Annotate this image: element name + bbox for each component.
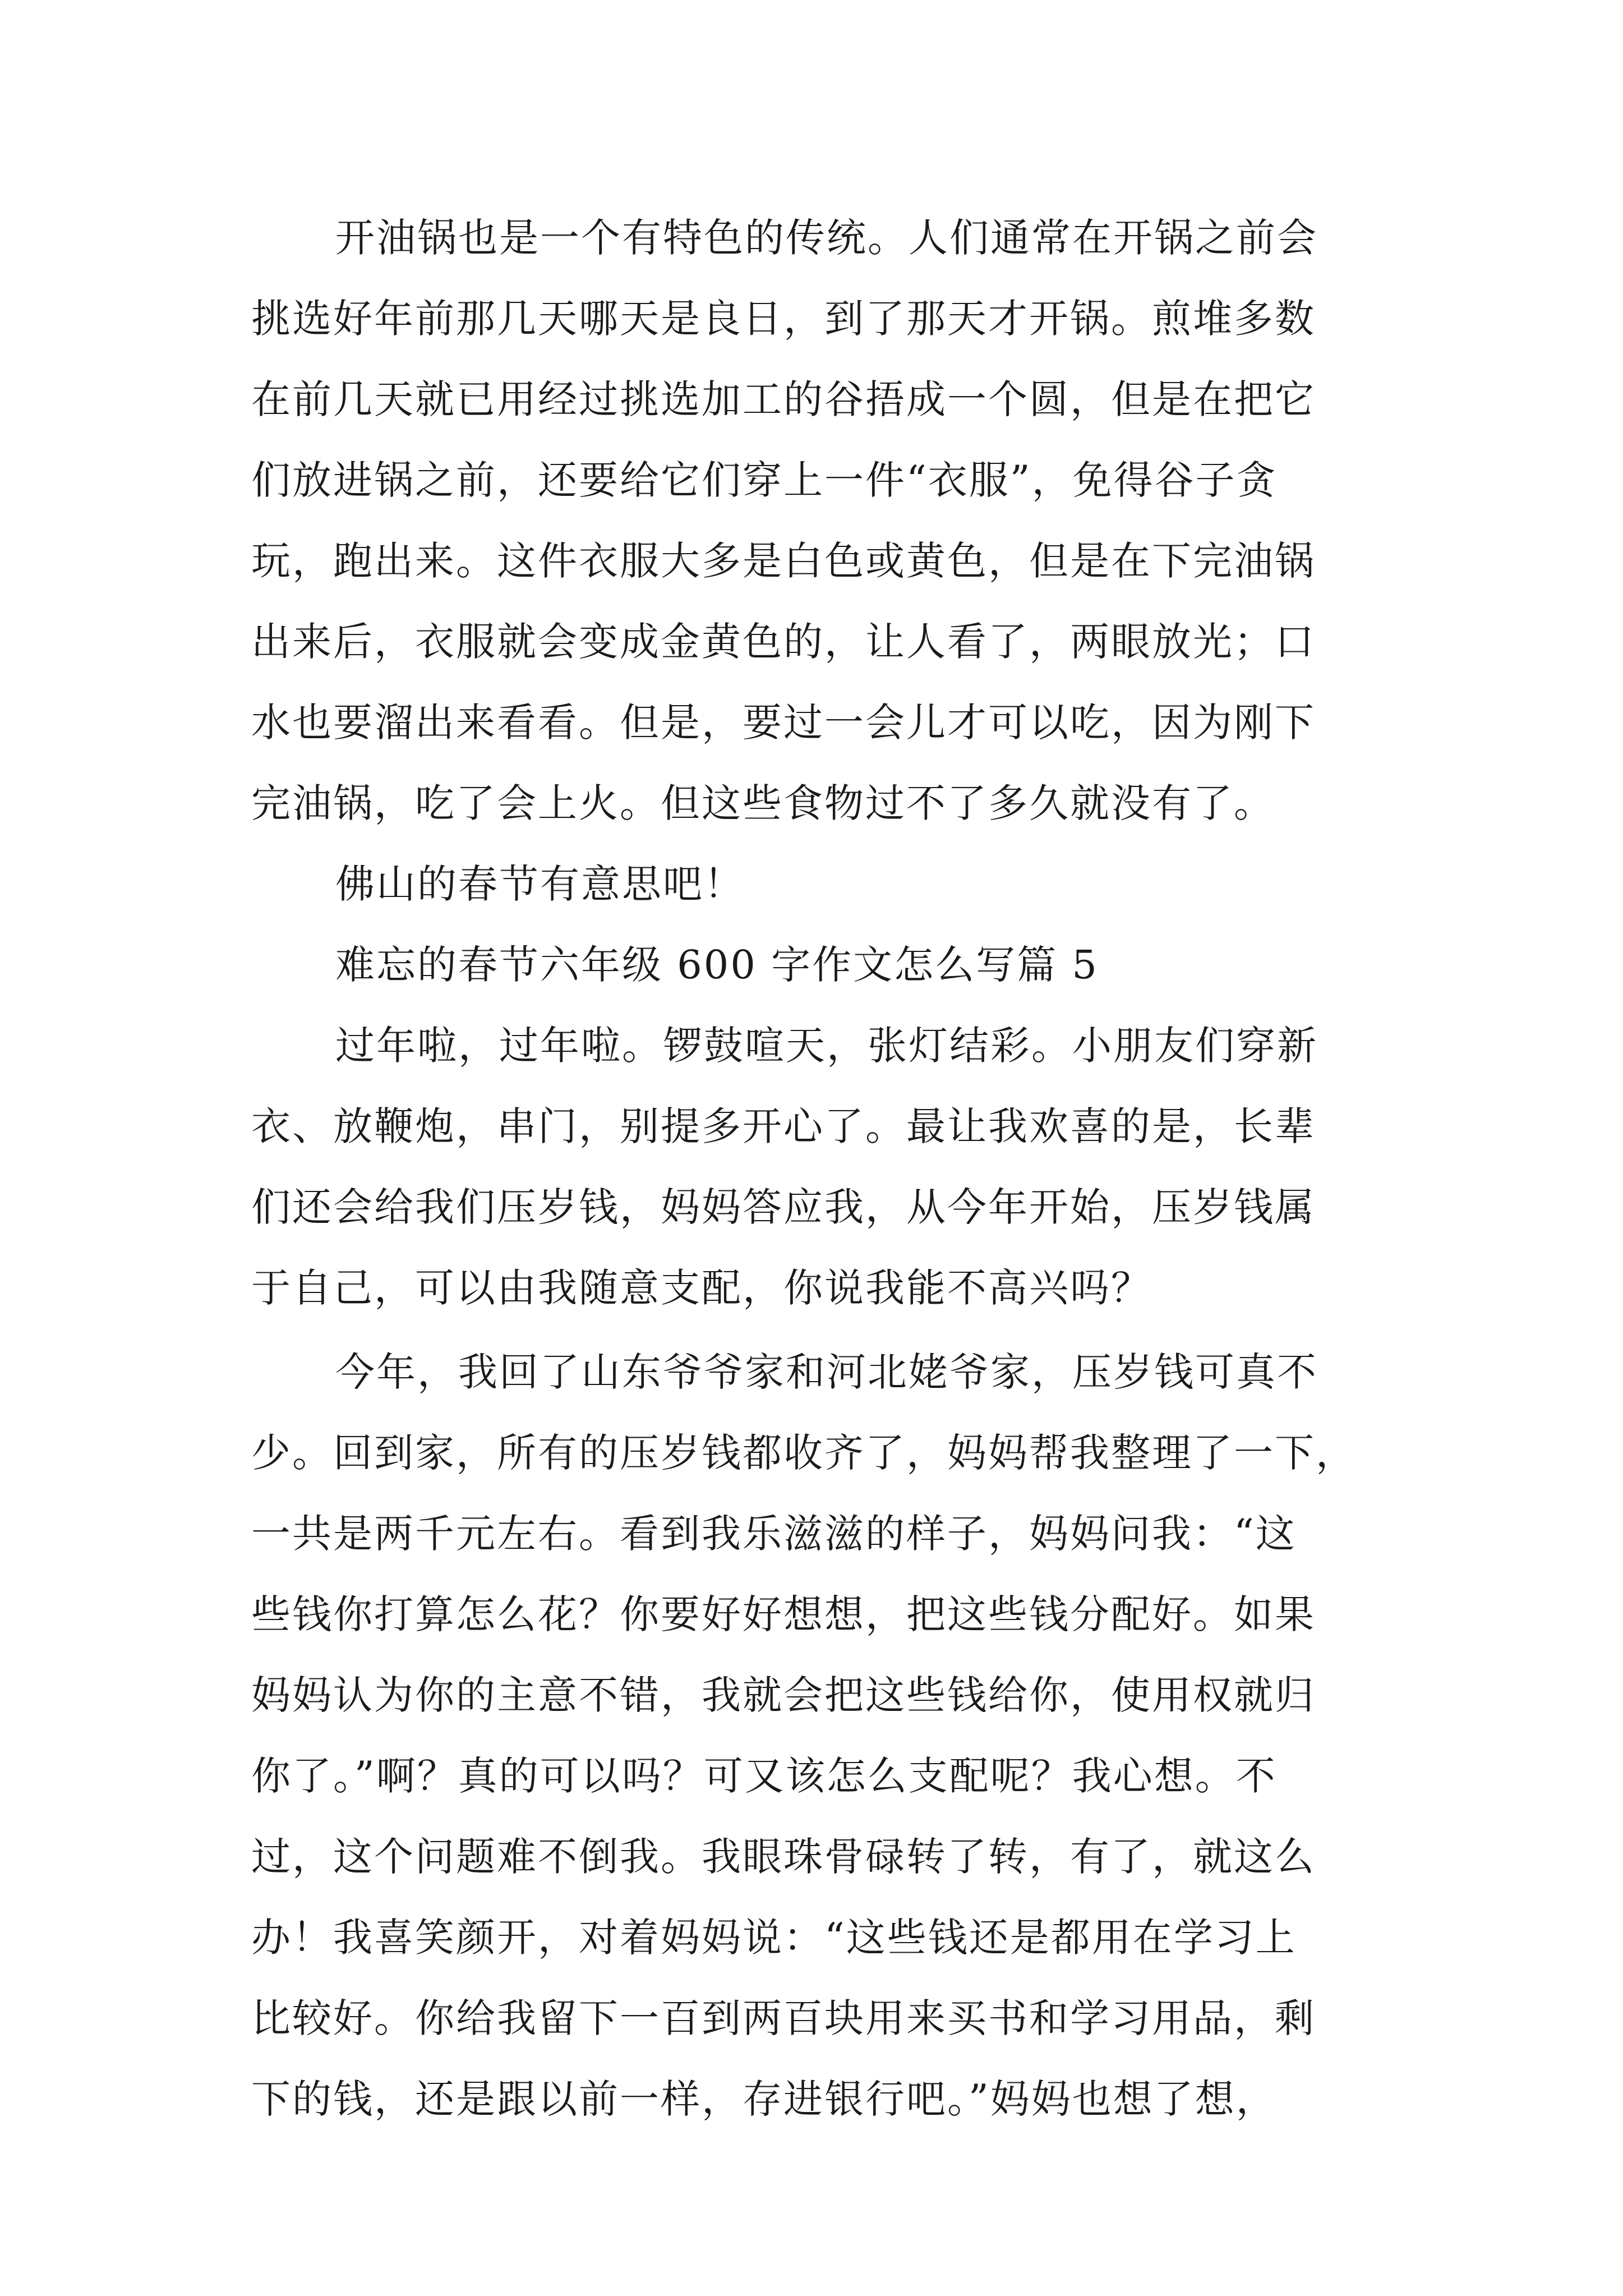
text-line: 一共是两千元左右。看到我乐滋滋的样子，妈妈问我：“这 — [251, 1511, 1297, 1557]
text-line: 妈妈认为你的主意不错，我就会把这些钱给你，使用权就归 — [251, 1672, 1316, 1718]
text-line: 水也要溜出来看看。但是，要过一会儿才可以吃，因为刚下 — [251, 700, 1316, 746]
text-line: 些钱你打算怎么花？你要好好想想，把这些钱分配好。如果 — [251, 1591, 1316, 1637]
text-line: 开油锅也是一个有特色的传统。人们通常在开锅之前会 — [335, 215, 1318, 261]
text-line: 们还会给我们压岁钱，妈妈答应我，从今年开始，压岁钱属 — [251, 1184, 1316, 1230]
section-heading: 难忘的春节六年级 600 字作文怎么写篇 5 — [335, 942, 1099, 988]
text-line: 下的钱，还是跟以前一样，存进银行吧。”妈妈也想了想， — [251, 2076, 1277, 2122]
text-line: 衣、放鞭炮，串门，别提多开心了。最让我欢喜的是，长辈 — [251, 1103, 1316, 1149]
text-line: 少。回到家，所有的压岁钱都收齐了，妈妈帮我整理了一下， — [251, 1430, 1357, 1476]
text-line: 玩，跑出来。这件衣服大多是白色或黄色，但是在下完油锅 — [251, 538, 1316, 584]
text-line: 过年啦，过年啦。锣鼓喧天，张灯结彩。小朋友们穿新 — [335, 1023, 1318, 1069]
text-line: 你了。”啊？真的可以吗？可又该怎么支配呢？我心想。不 — [251, 1753, 1277, 1799]
text-line: 完油锅，吃了会上火。但这些食物过不了多久就没有了。 — [251, 780, 1275, 826]
text-line: 在前几天就已用经过挑选加工的谷捂成一个圆，但是在把它 — [251, 376, 1316, 422]
text-line: 挑选好年前那几天哪天是良日，到了那天才开锅。煎堆多数 — [251, 296, 1316, 342]
text-line: 办！我喜笑颜开，对着妈妈说：“这些钱还是都用在学习上 — [251, 1915, 1297, 1961]
text-line: 佛山的春节有意思吧！ — [335, 861, 745, 907]
text-line: 于自己，可以由我随意支配，你说我能不高兴吗？ — [251, 1265, 1152, 1311]
text-line: 们放进锅之前，还要给它们穿上一件“衣服”，免得谷子贪 — [251, 457, 1278, 503]
text-line: 比较好。你给我留下一百到两百块用来买书和学习用品，剩 — [251, 1995, 1316, 2041]
text-line: 今年，我回了山东爷爷家和河北姥爷家，压岁钱可真不 — [335, 1349, 1318, 1395]
text-line: 过，这个问题难不倒我。我眼珠骨碌转了转，有了，就这么 — [251, 1834, 1316, 1880]
text-line: 出来后，衣服就会变成金黄色的，让人看了，两眼放光；口 — [251, 619, 1316, 665]
